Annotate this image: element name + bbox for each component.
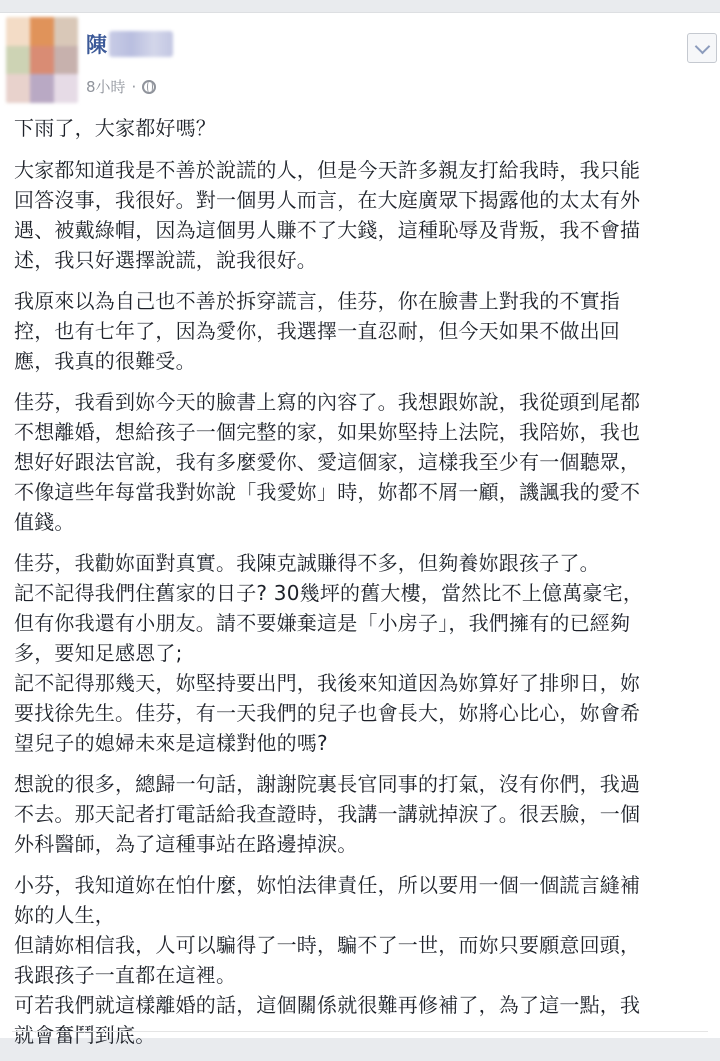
author-name-row[interactable] <box>86 29 173 59</box>
post-paragraph <box>14 769 710 859</box>
post-body <box>14 113 710 1061</box>
post-paragraph <box>14 286 710 376</box>
post-text-line: 望兒子的媳婦未來是這樣對他的嗎? <box>14 731 328 755</box>
post-text-line: 小芬，我知道妳在怕什麼，妳怕法律責任，所以要用一個一個謊言縫補 <box>14 873 641 897</box>
post-text-line: 下雨了，大家都好嗎？ <box>14 116 216 140</box>
globe-icon[interactable] <box>142 80 156 94</box>
post-options-chevron-down-icon[interactable] <box>687 33 717 63</box>
post-paragraph <box>14 113 710 143</box>
post-text-line: 控，也有七年了，因為愛你，我選擇一直忍耐，但今天如果不做出回 <box>14 319 620 343</box>
post-text-line: 應，我真的很難受。 <box>14 349 196 373</box>
post-text-line: 要找徐先生。佳芬，有一天我們的兒子也會長大，妳將心比心，妳會希 <box>14 701 641 725</box>
post-text-line: 外科醫師，為了這種事站在路邊掉淚。 <box>14 832 358 856</box>
author-name-redacted <box>109 31 173 57</box>
post-text-line: 可若我們就這樣離婚的話，這個關係就很難再修補了，為了這一點，我 <box>14 993 641 1017</box>
post-text-line: 想說的很多，總歸一句話，謝謝院裏長官同事的打氣，沒有你們，我過 <box>14 772 641 796</box>
post-text-line: 妳的人生， <box>14 903 115 927</box>
post-text-line: 但有你我還有小朋友。請不要嫌棄這是「小房子」，我們擁有的已經夠 <box>14 611 631 635</box>
post-text-line: 我跟孩子一直都在這裡。 <box>14 963 237 987</box>
post-text-line: 就會奮鬥到底。 <box>14 1023 156 1047</box>
post-text-line: 回答沒事，我很好。對一個男人而言，在大庭廣眾下揭露他的太太有外 <box>14 188 641 212</box>
post-text-line: 述，我只好選擇說謊，說我很好。 <box>14 248 317 272</box>
author-name[interactable]: 陳 <box>86 33 107 57</box>
post-text-line: 我原來以為自己也不善於拆穿謊言，佳芬，你在臉書上對我的不實指 <box>14 289 620 313</box>
post-text-line: 不去。那天記者打電話給我查證時，我講一講就掉淚了。很丟臉，一個 <box>14 802 641 826</box>
post-text-line: 多，要知足感恩了; <box>14 641 183 665</box>
post-paragraph <box>14 155 710 275</box>
post-text-line: 值錢。 <box>14 510 75 534</box>
post-header <box>0 13 720 105</box>
divider <box>12 1031 708 1032</box>
post-paragraph <box>14 870 710 1050</box>
avatar[interactable] <box>6 17 78 103</box>
post-meta <box>86 76 156 97</box>
post-card <box>0 12 720 1047</box>
top-bar <box>0 0 720 12</box>
post-text-line: 佳芬，我看到妳今天的臉書上寫的內容了。我想跟妳說，我從頭到尾都 <box>14 390 641 414</box>
post-text-line: 不像這些年每當我對妳說「我愛妳」時，妳都不屑一顧，譏諷我的愛不 <box>14 480 641 504</box>
post-text-line: 記不記得我們住舊家的日子? 30幾坪的舊大樓，當然比不上億萬豪宅， <box>14 581 644 605</box>
post-text-line: 但請妳相信我，人可以騙得了一時，騙不了一世，而妳只要願意回頭， <box>14 933 641 957</box>
post-text-line: 佳芬，我勸妳面對真實。我陳克誠賺得不多，但夠養妳跟孩子了。 <box>14 551 600 575</box>
post-text-line: 遇、被戴綠帽，因為這個男人賺不了大錢，這種恥辱及背叛，我不會描 <box>14 218 641 242</box>
post-text-line: 記不記得那幾天，妳堅持要出門，我後來知道因為妳算好了排卵日，妳 <box>14 671 641 695</box>
post-text-line: 不想離婚，想給孩子一個完整的家，如果妳堅持上法院，我陪妳，我也 <box>14 420 641 444</box>
post-paragraph <box>14 387 710 537</box>
post-timestamp[interactable]: 8小時 <box>86 78 126 96</box>
post-text-line: 大家都知道我是不善於說謊的人，但是今天許多親友打給我時，我只能 <box>14 158 641 182</box>
post-paragraph <box>14 548 710 758</box>
post-text-line: 想好好跟法官說，我有多麼愛你、愛這個家，這樣我至少有一個聽眾， <box>14 450 641 474</box>
meta-separator: · <box>131 77 137 96</box>
